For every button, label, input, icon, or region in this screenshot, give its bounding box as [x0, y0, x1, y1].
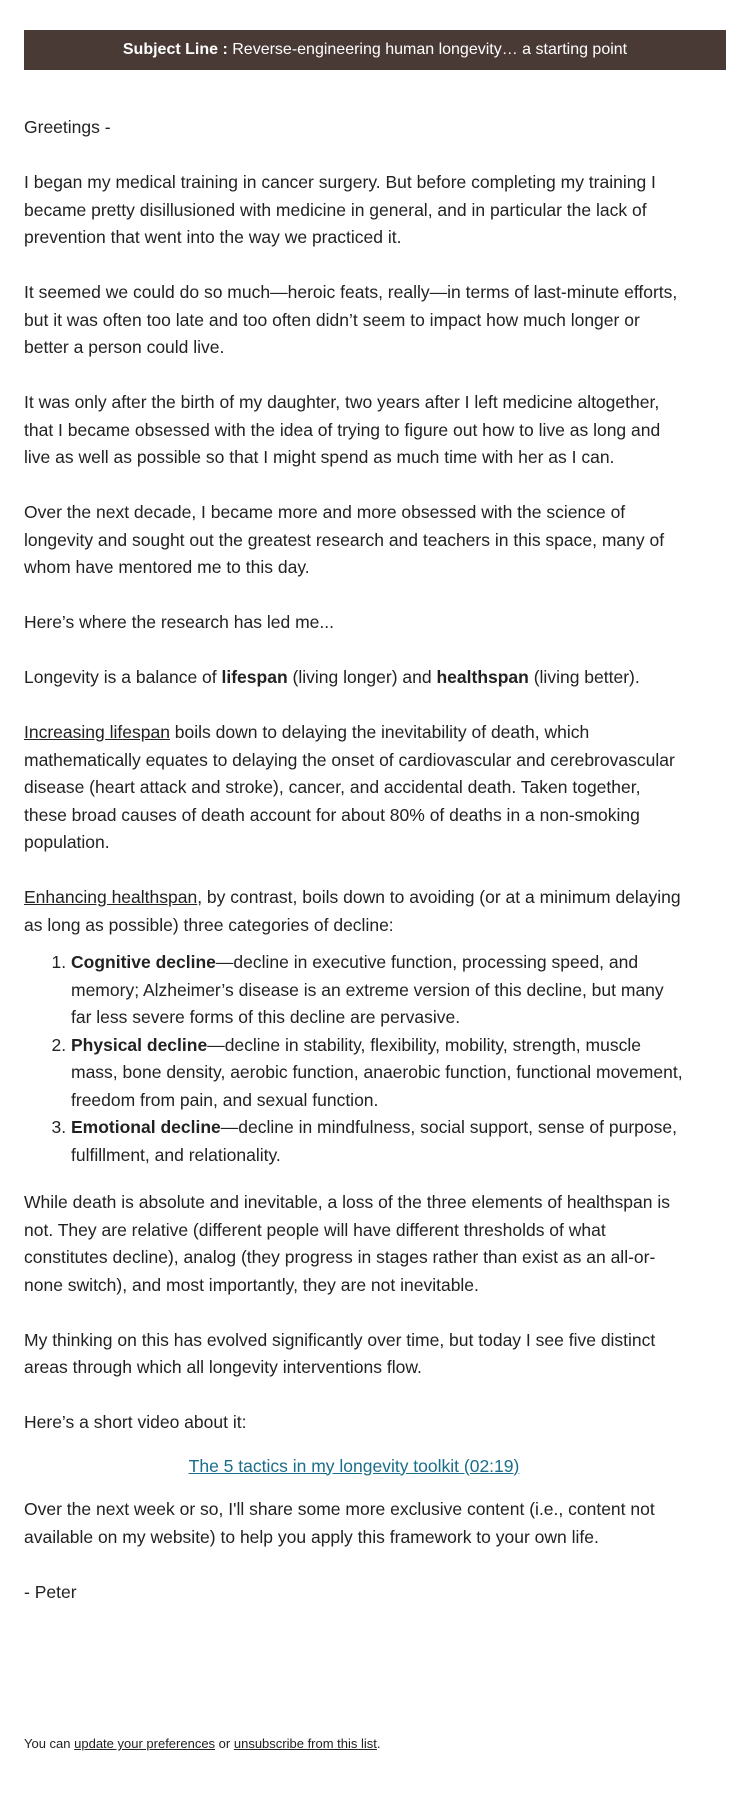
subject-line-label: Subject Line : — [122, 41, 228, 58]
paragraph-heroic-feats: It seemed we could do so much—heroic feats, really—in terms of last-minute efforts, but it was often too late and too often didn’t seem to impact how much longer or better a person could live. — [24, 282, 678, 357]
increasing-lifespan-heading: Increasing lifespan — [24, 722, 170, 742]
paragraph-next-decade: Over the next decade, I became more and more obsessed with the science of longevity and sought out the greatest research and teachers in this space, many of whom have mentored me to this day. — [24, 502, 665, 577]
footer-pre: You can — [24, 1736, 75, 1751]
footer-mid: or — [215, 1736, 234, 1751]
increasing-lifespan-text: boils down to delaying the inevitability of death, which mathematically equates to delaying the onset of cardiovascular and cerebrovascular disease (heart attack and stroke), cancer, and accidental death. Taken together, these broad causes of death account for about 80% of deaths in a non-smoking population. — [24, 722, 675, 852]
healthspan-term: healthspan — [436, 667, 529, 687]
subject-line-bar — [24, 30, 726, 70]
paragraph-death-absolute: While death is absolute and inevitable, a loss of the three elements of healthspan is not. They are relative (different people will have different thresholds of what constitutes decline), analog (they progress in stages rather than exist as an all-or-none switch), and most importantly, they are not inevitable. — [24, 1192, 670, 1295]
list-item — [71, 949, 684, 1032]
longevity-post: (living better). — [528, 667, 640, 687]
enhancing-healthspan-heading: Enhancing healthspan — [24, 887, 198, 907]
footer-post: . — [376, 1736, 381, 1751]
decline-text: —decline in executive function, processing speed, and memory; Alzheimer’s disease is an extreme version of this decline, but many far less severe forms of this decline are pervasive. — [71, 952, 664, 1027]
decline-title: Emotional decline — [71, 1117, 221, 1137]
list-item — [71, 1032, 684, 1115]
decline-title: Cognitive decline — [71, 952, 216, 972]
unsubscribe-link[interactable]: unsubscribe from this list — [233, 1736, 377, 1751]
decline-text: —decline in stability, flexibility, mobility, strength, muscle mass, bone density, aerobic function, anaerobic function, functional movement, freedom from pain, and sexual function. — [71, 1034, 683, 1110]
enhancing-healthspan-text: , by contrast, boils down to avoiding (or at a minimum delaying as long as possible) three categories of decline: — [24, 887, 681, 935]
email-body — [24, 114, 684, 1634]
paragraph-increasing-lifespan — [24, 719, 684, 857]
email-footer — [24, 1735, 381, 1753]
longevity-pre: Longevity is a balance of — [24, 667, 222, 687]
paragraph-research-led: Here’s where the research has led me... — [24, 612, 334, 632]
paragraph-enhancing-healthspan — [24, 884, 684, 939]
longevity-mid: (living longer) and — [287, 667, 437, 687]
paragraph-medical-training: I began my medical training in cancer surgery. But before completing my training I became pretty disillusioned with medicine in general, and in particular the lack of prevention that went into the way we practiced it. — [24, 172, 656, 247]
video-link[interactable]: The 5 tactics in my longevity toolkit (02:19) — [188, 1455, 520, 1476]
update-preferences-link[interactable]: update your preferences — [74, 1736, 216, 1751]
lifespan-term: lifespan — [221, 667, 288, 687]
paragraph-next-week: Over the next week or so, I'll share some more exclusive content (i.e., content not available on my website) to help you apply this framework to your own life. — [24, 1499, 655, 1547]
list-item — [71, 1114, 684, 1169]
decline-text: —decline in mindfulness, social support, sense of purpose, fulfillment, and relationality. — [71, 1117, 677, 1165]
paragraph-short-video: Here’s a short video about it: — [24, 1412, 247, 1432]
decline-list — [24, 949, 684, 1169]
subject-line-text: Reverse-engineering human longevity… a starting point — [232, 41, 628, 58]
decline-title: Physical decline — [71, 1034, 208, 1055]
signoff: - Peter — [24, 1581, 77, 1602]
greeting: Greetings - — [24, 117, 111, 137]
paragraph-daughter: It was only after the birth of my daughter, two years after I left medicine altogether, that I became obsessed with the idea of trying to figure out how to live as long and live as well as possible so that I might spend as much time with her as I can. — [24, 392, 661, 467]
paragraph-longevity-balance — [24, 664, 684, 692]
paragraph-five-areas: My thinking on this has evolved significantly over time, but today I see five distinct areas through which all longevity interventions flow. — [24, 1329, 656, 1377]
